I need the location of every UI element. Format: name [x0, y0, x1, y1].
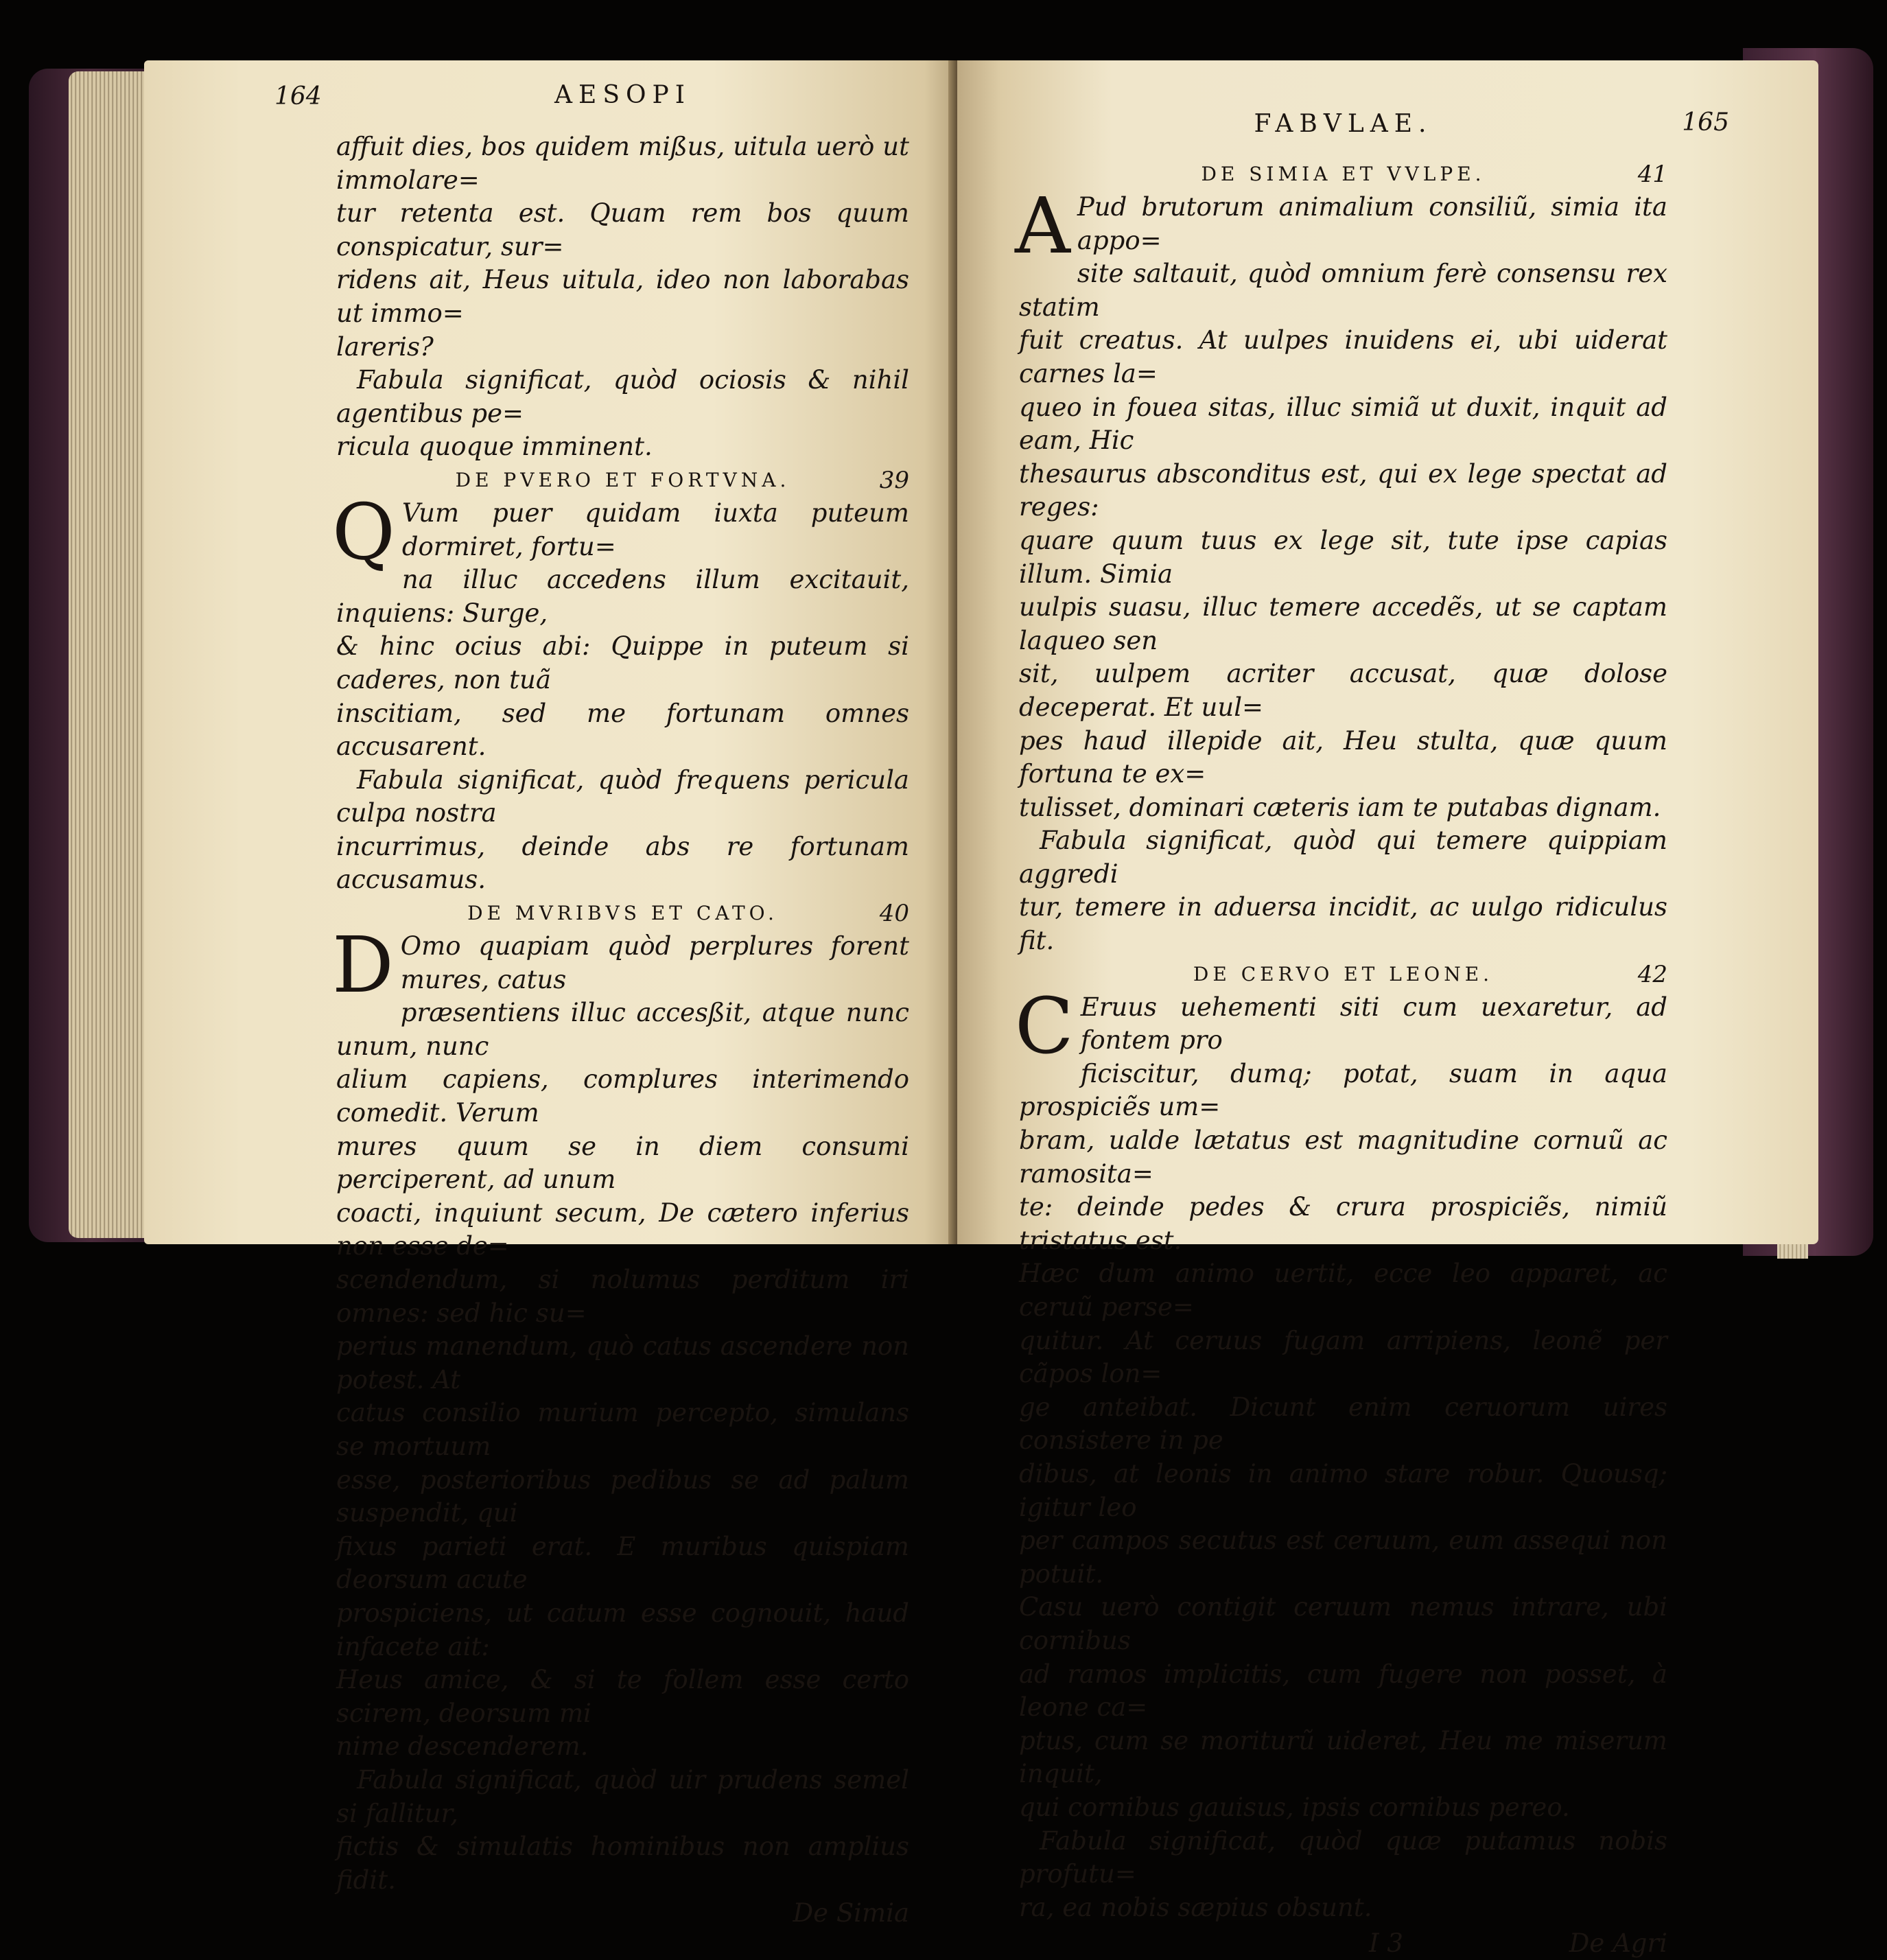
- text-line: prospiciens, ut catum esse cognouit, haud infacete ait:: [336, 1598, 909, 1661]
- running-title-left: AESOPI: [554, 81, 691, 109]
- text-line: bram, ualde lætatus est magnitudine cornuũ ac ramosita=: [1019, 1125, 1667, 1189]
- moral-line: Fabula significat, quòd ociosis & nihil agentibus pe=: [336, 365, 909, 428]
- text-line: pes haud illepide ait, Heu stulta, quæ quum fortuna te ex=: [1019, 725, 1667, 789]
- text-line: ficiscitur, dumq; potat, suam in aqua prospiciẽs um=: [1019, 1058, 1667, 1122]
- text-line: per campos secutus est ceruum, eum assequi non potuit.: [1019, 1526, 1667, 1589]
- text-line: site saltauit, quòd omnium ferè consensu rex statim: [1019, 259, 1667, 322]
- left-page: [144, 60, 957, 1928]
- text-line: Heus amice, & si te follem esse certo scirem, deorsum mi: [336, 1665, 909, 1728]
- signature-mark: I 3: [1369, 1928, 1403, 1959]
- fable-number: 41: [1637, 161, 1667, 188]
- text-line: & hinc ocius abi: Quippe in puteum si caderes, non tuã: [336, 631, 909, 695]
- text-line: catus consilio murium percepto, simulans se mortuum: [336, 1398, 909, 1461]
- text-line: ad ramos implicitis, cum fugere non posset, à leone ca=: [1019, 1659, 1667, 1723]
- text-line: na illuc accedens illum excitauit, inquiens: Surge,: [336, 565, 909, 628]
- moral-line: Fabula significat, quòd qui temere quippiam aggredi: [1019, 826, 1667, 889]
- moral-line: fictis & simulatis hominibus non amplius fidit.: [336, 1832, 909, 1895]
- text-line: alium capiens, complures interimendo comedit. Verum: [336, 1064, 909, 1128]
- fable-heading-40: [336, 897, 909, 930]
- text-line: nime descenderem.: [336, 1731, 589, 1762]
- moral-line: ricula quoque imminent.: [336, 432, 653, 462]
- text-line: uulpis suasu, illuc temere accedẽs, ut se captam laqueo sen: [1019, 592, 1667, 655]
- moral-line: Fabula significat, quòd uir prudens semel si fallitur,: [336, 1764, 909, 1828]
- text-line: esse, posterioribus pedibus se ad palum suspendit, qui: [336, 1465, 909, 1528]
- fable-number: 39: [879, 466, 909, 494]
- running-title-right: FABVLAE.: [1254, 110, 1433, 138]
- text-line: Vum puer quidam iuxta puteum dormiret, fortu=: [401, 498, 909, 561]
- text-line: inscitiam, sed me fortunam omnes accusarent.: [336, 698, 909, 762]
- text-line: affuit dies, bos quidem mißus, uitula uerò ut immolare=: [336, 132, 909, 195]
- text-line: lareris?: [336, 331, 434, 362]
- fable-heading-39: [336, 464, 909, 497]
- fable-heading-41: [1019, 158, 1667, 191]
- text-line: perius manendum, quò catus ascendere non potest. At: [336, 1331, 909, 1395]
- text-line: qui cornibus gauisus, ipsis cornibus pereo.: [1019, 1792, 1570, 1822]
- running-head-left: [274, 81, 909, 130]
- text-line: quare quum tuus ex lege sit, tute ipse capias illum. Simia: [1019, 525, 1667, 589]
- text-line: sit, uulpem acriter accusat, quæ dolose deceperat. Et uul=: [1019, 659, 1667, 722]
- text-line: quitur. At ceruus fugam arripiens, leonẽ per cãpos lon=: [1019, 1325, 1667, 1389]
- drop-initial: D: [332, 921, 394, 1011]
- text-line: te: deinde pedes & crura prospiciẽs, nimiũ tristatus est.: [1019, 1192, 1667, 1255]
- text-line: mures quum se in diem consumi perciperent, ad unum: [336, 1131, 909, 1195]
- text-line: Eruus uehementi siti cum uexaretur, ad fontem pro: [1080, 992, 1667, 1055]
- fable-title: DE CERVO ET LEONE.: [1193, 962, 1494, 985]
- fable-body-39: [332, 487, 909, 897]
- fable-title: DE MVRIBVS ET CATO.: [467, 902, 778, 925]
- catchword-right: De Agri: [1569, 1928, 1667, 1959]
- drop-initial: Q: [332, 487, 395, 577]
- fable-title: DE PVERO ET FORTVNA.: [455, 468, 790, 491]
- text-line: fixus parieti erat. E muribus quispiam deorsum acute: [336, 1531, 909, 1595]
- moral-line: ra, ea nobis sæpius obsunt.: [1019, 1892, 1372, 1922]
- text-block-right: [1015, 158, 1667, 1960]
- text-line: coacti, inquiunt secum, De cætero inferius non esse de=: [336, 1198, 909, 1261]
- text-line: Casu uerò contigit ceruum nemus intrare, ubi cornibus: [1019, 1592, 1667, 1655]
- page-number-right: 165: [1682, 108, 1729, 137]
- page-footer-right: [1019, 1927, 1667, 1960]
- text-line: tur retenta est. Quam rem bos quum conspicatur, sur=: [336, 198, 909, 261]
- text-line: ge anteibat. Dicunt enim ceruorum uires consistere in pe: [1019, 1392, 1667, 1456]
- text-line: thesaurus absconditus est, qui ex lege spectat ad reges:: [1019, 458, 1667, 522]
- catchword-left: De Simia: [793, 1898, 909, 1928]
- drop-initial: C: [1015, 981, 1074, 1071]
- text-line: scendendum, si nolumus perditum iri omnes: sed hic su=: [336, 1265, 909, 1328]
- text-line: queo in fouea sitas, illuc simiã ut duxit, inquit ad eam, Hic: [1019, 392, 1667, 456]
- fable-number: 40: [879, 900, 909, 928]
- moral-line: tur, temere in aduersa incidit, ac uulgo ridiculus fit.: [1019, 892, 1667, 956]
- text-line: præsentiens illuc accesßit, atque nunc unum, nunc: [336, 998, 909, 1061]
- fable-body-40: [332, 921, 909, 1897]
- text-line: tulisset, dominari cæteris iam te putabas dignam.: [1019, 792, 1661, 822]
- moral-line: incurrimus, deinde abs re fortunam accusamus.: [336, 831, 909, 895]
- text-line: Pud brutorum animalium consiliũ, simia ita appo=: [1077, 192, 1667, 255]
- text-line: dibus, at leonis in animo stare robur. Quousq; igitur leo: [1019, 1458, 1667, 1522]
- moral-line: Fabula significat, quòd quæ putamus nobis profutu=: [1019, 1825, 1667, 1889]
- right-page: [957, 60, 1818, 1959]
- text-line: Omo quapiam quòd perplures forent mures, catus: [400, 931, 909, 994]
- fable-body-42: [1015, 981, 1667, 1925]
- fable-body-41: [1015, 182, 1667, 958]
- text-block-left: [332, 130, 909, 1930]
- drop-initial: A: [1015, 182, 1070, 271]
- text-line: Hæc dum animo uertit, ecce leo apparet, ac ceruũ perse=: [1019, 1259, 1667, 1322]
- text-line: fuit creatus. At uulpes inuidens ei, ubi uiderat carnes la=: [1019, 325, 1667, 388]
- page-number-left: 164: [274, 82, 322, 110]
- running-head-right: [1019, 81, 1729, 158]
- moral-line: Fabula significat, quòd frequens pericula culpa nostra: [336, 765, 909, 828]
- fable-title: DE SIMIA ET VVLPE.: [1201, 163, 1486, 185]
- fable-number: 42: [1637, 960, 1667, 988]
- text-line: ptus, cum se moriturũ uideret, Heu me miserum inquit,: [1019, 1725, 1667, 1789]
- text-line: ridens ait, Heus uitula, ideo non laborabas ut immo=: [336, 265, 909, 328]
- fable-heading-42: [1019, 958, 1667, 991]
